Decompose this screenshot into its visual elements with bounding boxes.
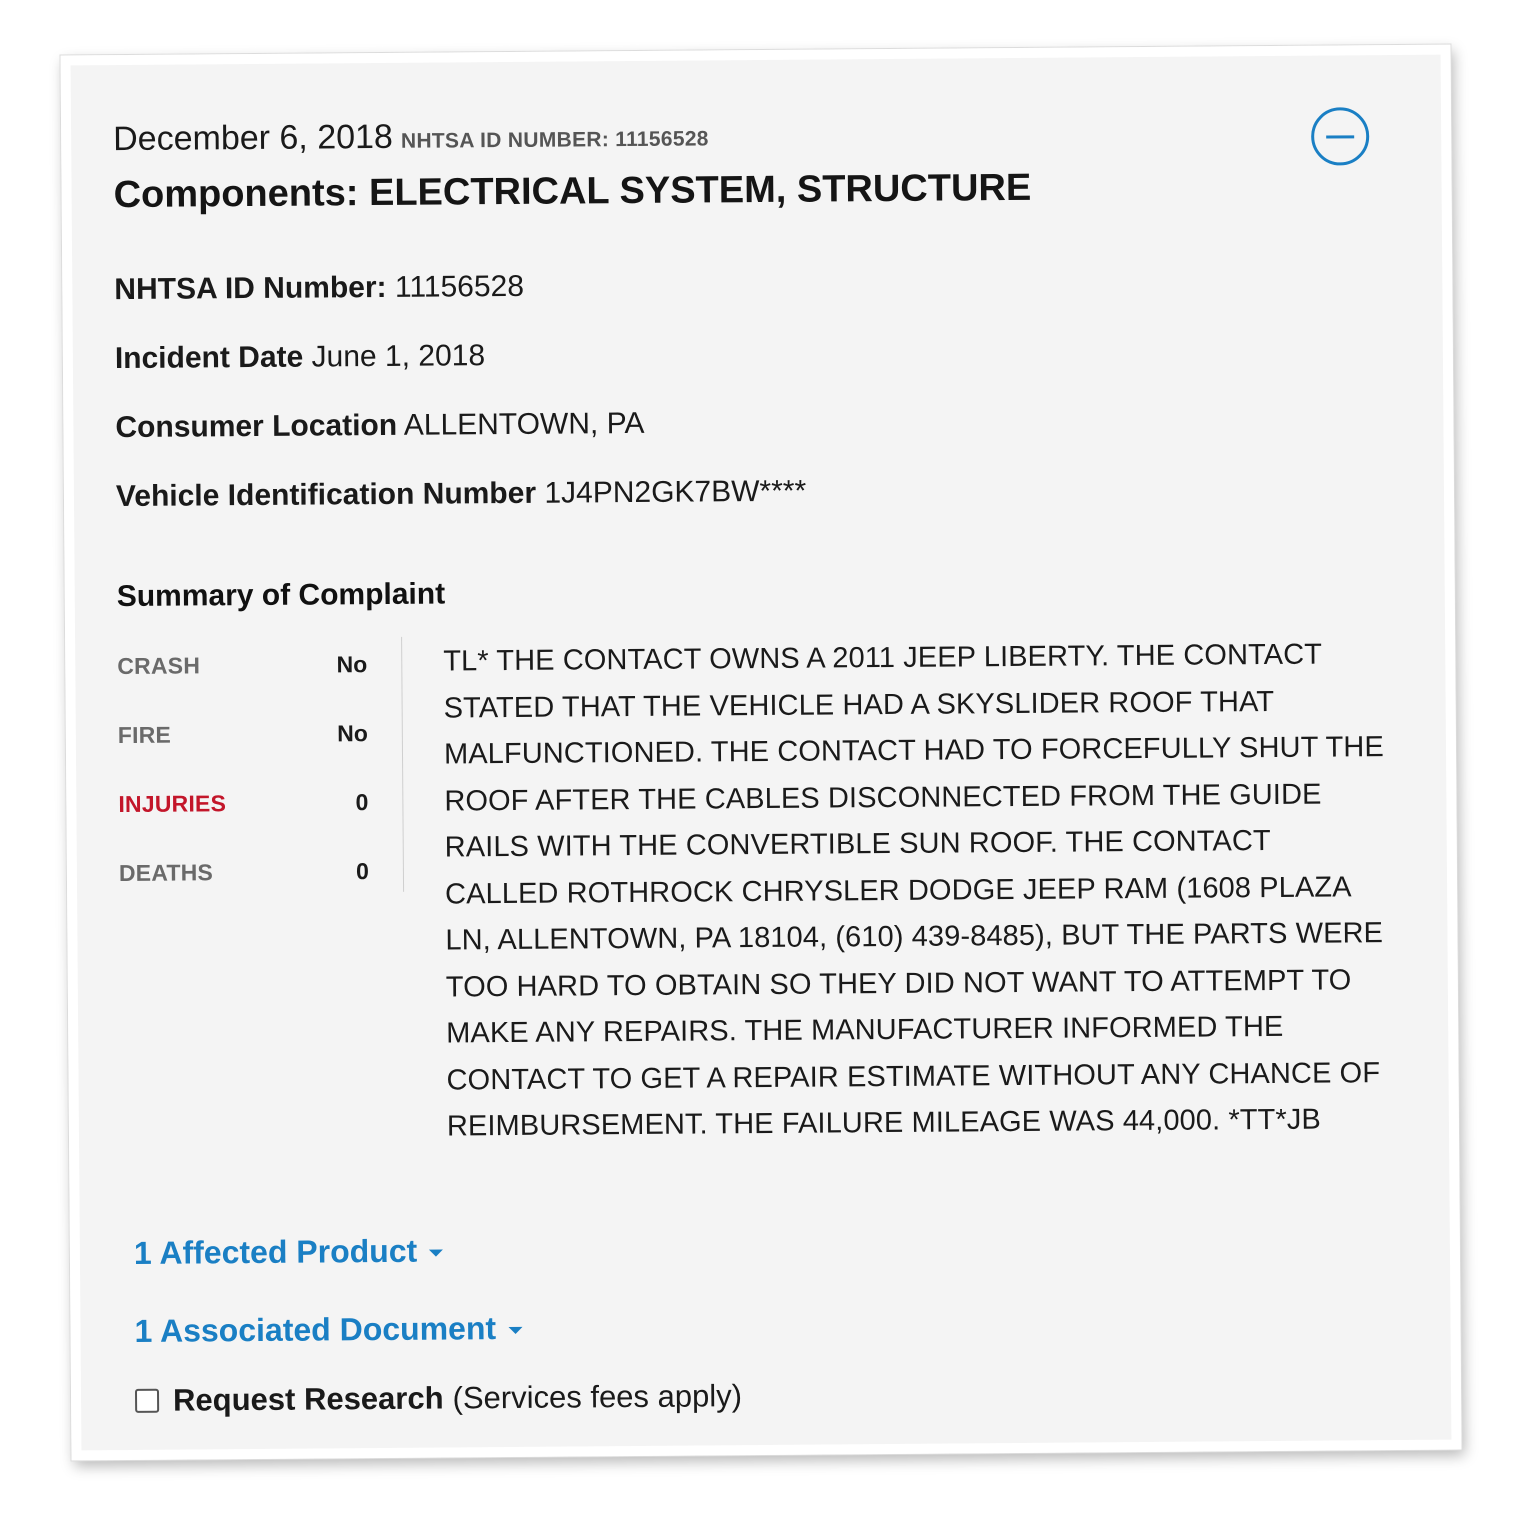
request-research-checkbox[interactable] [135,1389,159,1413]
components-title: Components: ELECTRICAL SYSTEM, STRUCTURE [113,166,1032,217]
stat-crash [117,651,368,722]
stat-label: CRASH [117,652,201,680]
incident-date-label: Incident Date [114,340,304,376]
stat-label: INJURIES [118,790,227,818]
vin-label: Vehicle Identification Number [115,476,537,514]
request-research-note: (Services fees apply) [452,1378,743,1416]
caret-down-icon [429,1250,443,1257]
summary-divider [401,637,404,892]
complaint-date-line [113,109,1371,164]
summary-section [117,629,1384,1199]
stat-value: 0 [355,789,369,816]
stat-value: No [337,720,368,747]
complaint-card [61,45,1462,1461]
minus-circle-icon[interactable] [1311,107,1369,165]
stat-label: FIRE [117,721,172,749]
nhtsa-id-caption: NHTSA ID NUMBER: 11156528 [400,127,709,153]
summary-title: Summary of Complaint [116,577,446,614]
stat-value: 0 [356,858,370,885]
stat-fire [118,720,369,791]
consumer-location-label: Consumer Location [115,408,398,445]
stats-list [117,651,369,929]
stat-injuries [118,789,369,860]
consumer-location-row [115,400,1373,446]
complaint-summary-text: TL* THE CONTACT OWNS A 2011 JEEP LIBERTY. THE CONTACT STATED THAT THE VEHICLE HAD A SKYSLIDER ROOF THAT MALFUNCTIONED. THE CONTACT HAD TO FORCEFULLY SHUT THE ROOF AFTER THE CABLES DISCONNECTED FROM THE GUIDE RAILS WITH THE CONVERTIBLE SUN ROOF. THE CONTACT CALLED ROTHROCK CHRYSLER DODGE JEEP RAM (1608 PLAZA LN, ALLENTOWN, PA 18104, (610) 439-8485), BUT THE PARTS WERE TOO HARD TO OBTAIN SO THEY DID NOT WANT TO ATTEMPT TO MAKE ANY REPAIRS. THE MANUFACTURER INFORMED THE CONTACT TO GET A REPAIR ESTIMATE WITHOUT ANY CHANCE OF REIMBURSEMENT. THE FAILURE MILEAGE WAS 44,000. *TT*JB [443,638,1384,1143]
affected-product-label: 1 Affected Product [133,1232,418,1271]
stat-deaths [119,858,370,929]
nhtsa-id-label: NHTSA ID Number: [114,270,387,307]
affected-product-toggle[interactable] [134,1231,444,1273]
request-research-label[interactable]: Request Research [172,1380,444,1418]
associated-document-label: 1 Associated Document [134,1310,497,1349]
incident-date-row [115,331,1373,377]
consumer-location-value: ALLENTOWN, PA [403,406,645,442]
complaint-date: December 6, 2018 [113,117,394,159]
incident-date-value: June 1, 2018 [311,339,486,374]
vin-row [116,469,1374,515]
request-research-row [135,1371,1381,1421]
nhtsa-id-value: 11156528 [394,269,525,304]
caret-down-icon [508,1327,522,1334]
related-links [122,1223,1381,1421]
nhtsa-id-row [114,262,1372,308]
complaint-content [113,109,1384,1421]
stat-label: DEATHS [118,859,214,887]
associated-document-toggle[interactable] [134,1308,522,1351]
vin-value: 1J4PN2GK7BW**** [544,474,807,510]
stat-value: No [336,651,368,678]
